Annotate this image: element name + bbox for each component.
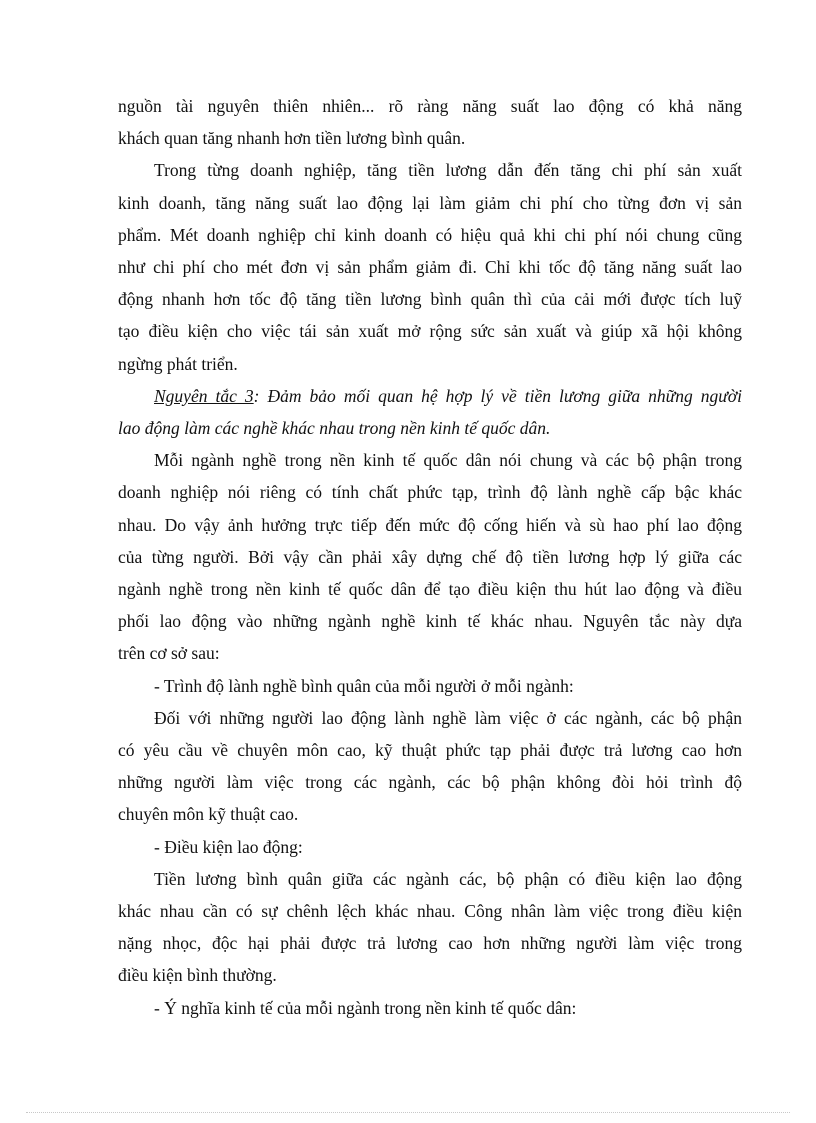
line-text: trên cơ sở sau: [118,643,220,664]
line-text: phẩm. Mét doanh nghiệp chỉ kinh doanh có hiệu quả khi chi phí nói chung cũng [118,224,742,245]
principle-label: Nguyên tắc 3 [154,385,254,406]
text-line [118,509,742,541]
line-text: điều kiện bình thường. [118,965,277,986]
text-line [118,251,742,283]
line-text: - Điều kiện lao động: [154,836,303,857]
text-line [118,895,742,927]
text-line [154,670,742,702]
line-text: ngừng phát triển. [118,353,238,374]
line-text: nặng nhọc, độc hại phải được trả lương cao hơn những người làm việc trong [118,933,742,954]
line-text: lao động làm các nghề khác nhau trong nền kinh tế quốc dân. [118,418,551,439]
text-line [154,992,742,1024]
text-line [118,348,742,380]
text-line [118,605,742,637]
text-line [118,573,742,605]
line-text: nguồn tài nguyên thiên nhiên... rõ ràng năng suất lao động có khả năng [118,96,742,116]
line-text: khách quan tăng nhanh hơn tiền lương bình quân. [118,128,466,149]
line-text: những người làm việc trong các ngành, các bộ phận không đòi hỏi trình độ [118,772,742,793]
line-text: doanh nghiệp nói riêng có tính chất phức tạp, trình độ lành nghề cấp bậc khác [118,482,742,503]
line-text: Mỗi ngành nghề trong nền kinh tế quốc dân nói chung và các bộ phận trong [154,450,742,471]
text-line [118,90,742,122]
text-line [118,476,742,508]
line-text: tạo điều kiện cho việc tái sản xuất mở rộng sức sản xuất và giúp xã hội không [118,321,742,342]
line-text: Đối với những người lao động lành nghề làm việc ở các ngành, các bộ phận [154,707,742,728]
line-text: chuyên môn kỹ thuật cao. [118,804,299,825]
principle-title: : Đảm bảo mối quan hệ hợp lý về tiền lương giữa những người [253,385,742,406]
line-text: khác nhau cần có sự chênh lệch khác nhau. Công nhân làm việc trong điều kiện [118,901,742,922]
line-text: Tiền lương bình quân giữa các ngành các, bộ phận có điều kiện lao động [154,868,742,889]
line-text: phối lao động vào những ngành nghề kinh tế khác nhau. Nguyên tắc này dựa [118,611,742,632]
line-text: có yêu cầu về chuyên môn cao, kỹ thuật phức tạp phải được trả lương cao hơn [118,740,742,761]
text-line [118,766,742,798]
line-text: ngành nghề trong nền kinh tế quốc dân để tạo điều kiện thu hút lao động và điều [118,579,742,600]
page-bottom-divider [26,1112,790,1113]
text-line [154,863,742,895]
text-line [118,637,742,669]
principle-heading-line [154,380,742,412]
text-line [118,798,742,830]
line-text: Trong từng doanh nghiệp, tăng tiền lương dẫn đến tăng chi phí sản xuất [154,160,742,181]
line-text: của từng người. Bởi vậy cần phải xây dựng chế độ tiền lương hợp lý giữa các [118,546,742,567]
text-line [118,283,742,315]
text-line [154,702,742,734]
text-line [118,734,742,766]
line-text: động nhanh hơn tốc độ tăng tiền lương bình quân thì của cải mới được tích luỹ [118,289,742,310]
text-line [154,444,742,476]
line-text: nhau. Do vậy ảnh hưởng trực tiếp đến mức độ cống hiến và sù hao phí lao động [118,514,742,535]
line-text: như chi phí cho mét đơn vị sản phẩm giảm đi. Chỉ khi tốc độ tăng năng suất lao [118,257,742,278]
document-page [118,90,742,1024]
text-line [118,927,742,959]
text-line [118,959,742,991]
line-text: - Ý nghĩa kinh tế của mỗi ngành trong nền kinh tế quốc dân: [154,997,577,1018]
text-line [154,154,742,186]
text-line [118,122,742,154]
text-line [118,412,742,444]
text-line [154,831,742,863]
line-text: - Trình độ lành nghề bình quân của mỗi người ở mỗi ngành: [154,675,574,696]
line-text: kinh doanh, tăng năng suất lao động lại làm giảm chi phí cho từng đơn vị sản [118,192,742,213]
text-line [118,187,742,219]
text-line [118,219,742,251]
text-line [118,315,742,347]
text-line [118,541,742,573]
